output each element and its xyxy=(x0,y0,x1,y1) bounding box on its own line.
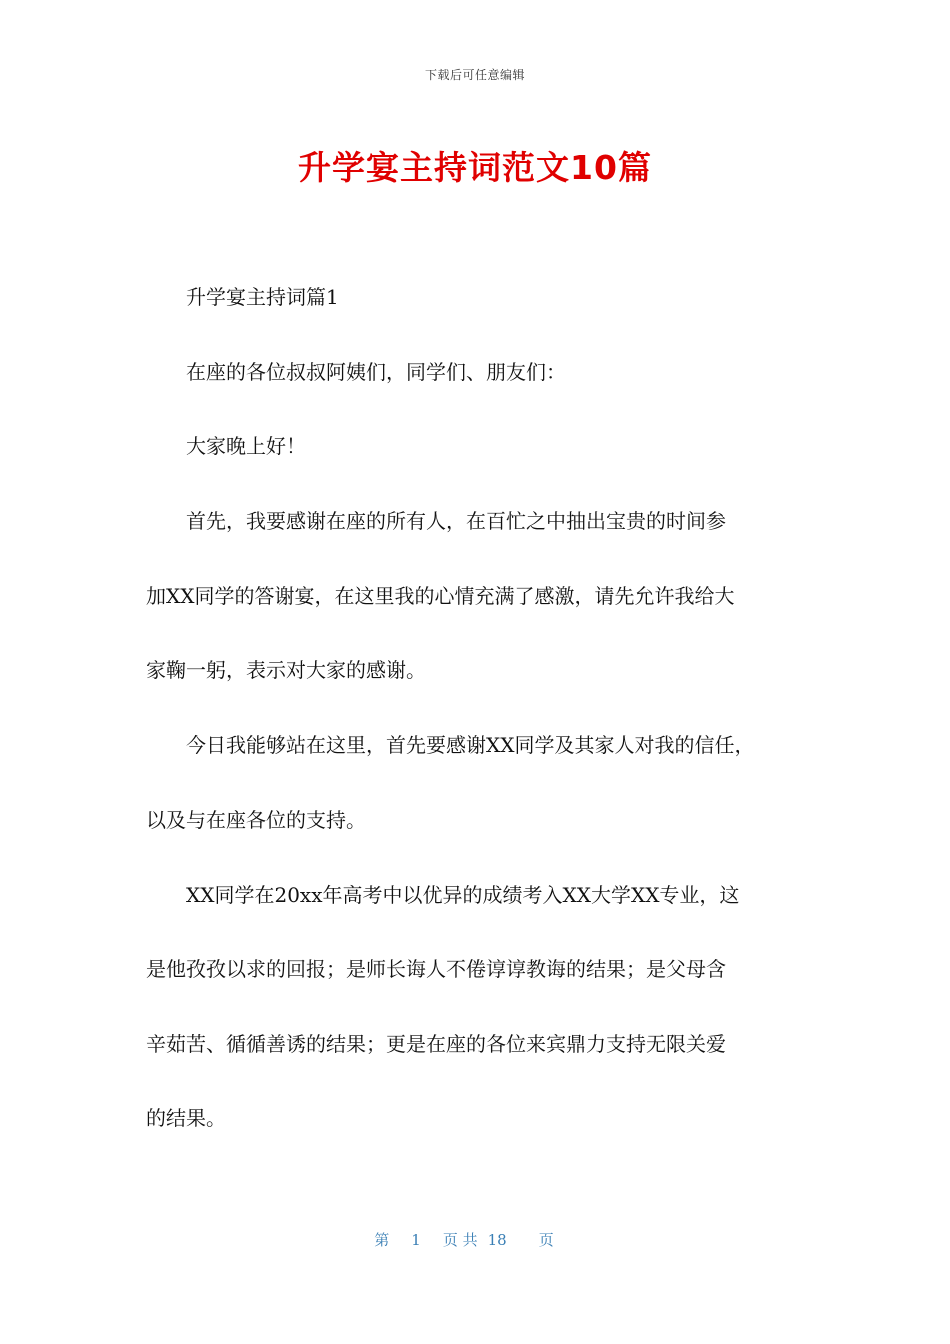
paragraph-line: 辛茹苦、循循善诱的结果；更是在座的各位来宾鼎力支持无限关爱 xyxy=(146,1032,726,1056)
paragraph-line: 今日我能够站在这里，首先要感谢XX同学及其家人对我的信任， xyxy=(146,733,755,757)
paragraph-line: 大家晚上好！ xyxy=(146,434,306,458)
document-title: 升学宴主持词范文10篇 xyxy=(298,148,652,187)
footer-suffix: 页 xyxy=(538,1231,554,1249)
paragraph-line: 首先，我要感谢在座的所有人，在百忙之中抽出宝贵的时间参 xyxy=(146,509,726,533)
paragraph-line: 加XX同学的答谢宴，在这里我的心情充满了感激，请先允许我给大 xyxy=(146,584,735,608)
paragraph-line: 在座的各位叔叔阿姨们，同学们、朋友们： xyxy=(146,360,566,384)
paragraph-line: 是他孜孜以求的回报；是师长诲人不倦谆谆教诲的结果；是父母含 xyxy=(146,957,726,981)
section-heading: 升学宴主持词篇1 xyxy=(146,285,339,309)
header-note: 下载后可任意编辑 xyxy=(424,68,525,82)
page-footer xyxy=(0,1229,950,1250)
paragraph-line: 的结果。 xyxy=(146,1106,226,1130)
paragraph-line: 以及与在座各位的支持。 xyxy=(146,808,366,832)
footer-total-pages: 18 xyxy=(487,1231,507,1249)
footer-middle: 页 共 xyxy=(442,1231,478,1249)
footer-prefix: 第 xyxy=(374,1231,390,1249)
paragraph-line: XX同学在20xx年高考中以优异的成绩考入XX大学XX专业，这 xyxy=(146,883,740,907)
paragraph-line: 家鞠一躬，表示对大家的感谢。 xyxy=(146,658,426,682)
footer-page-number: 1 xyxy=(411,1231,421,1249)
